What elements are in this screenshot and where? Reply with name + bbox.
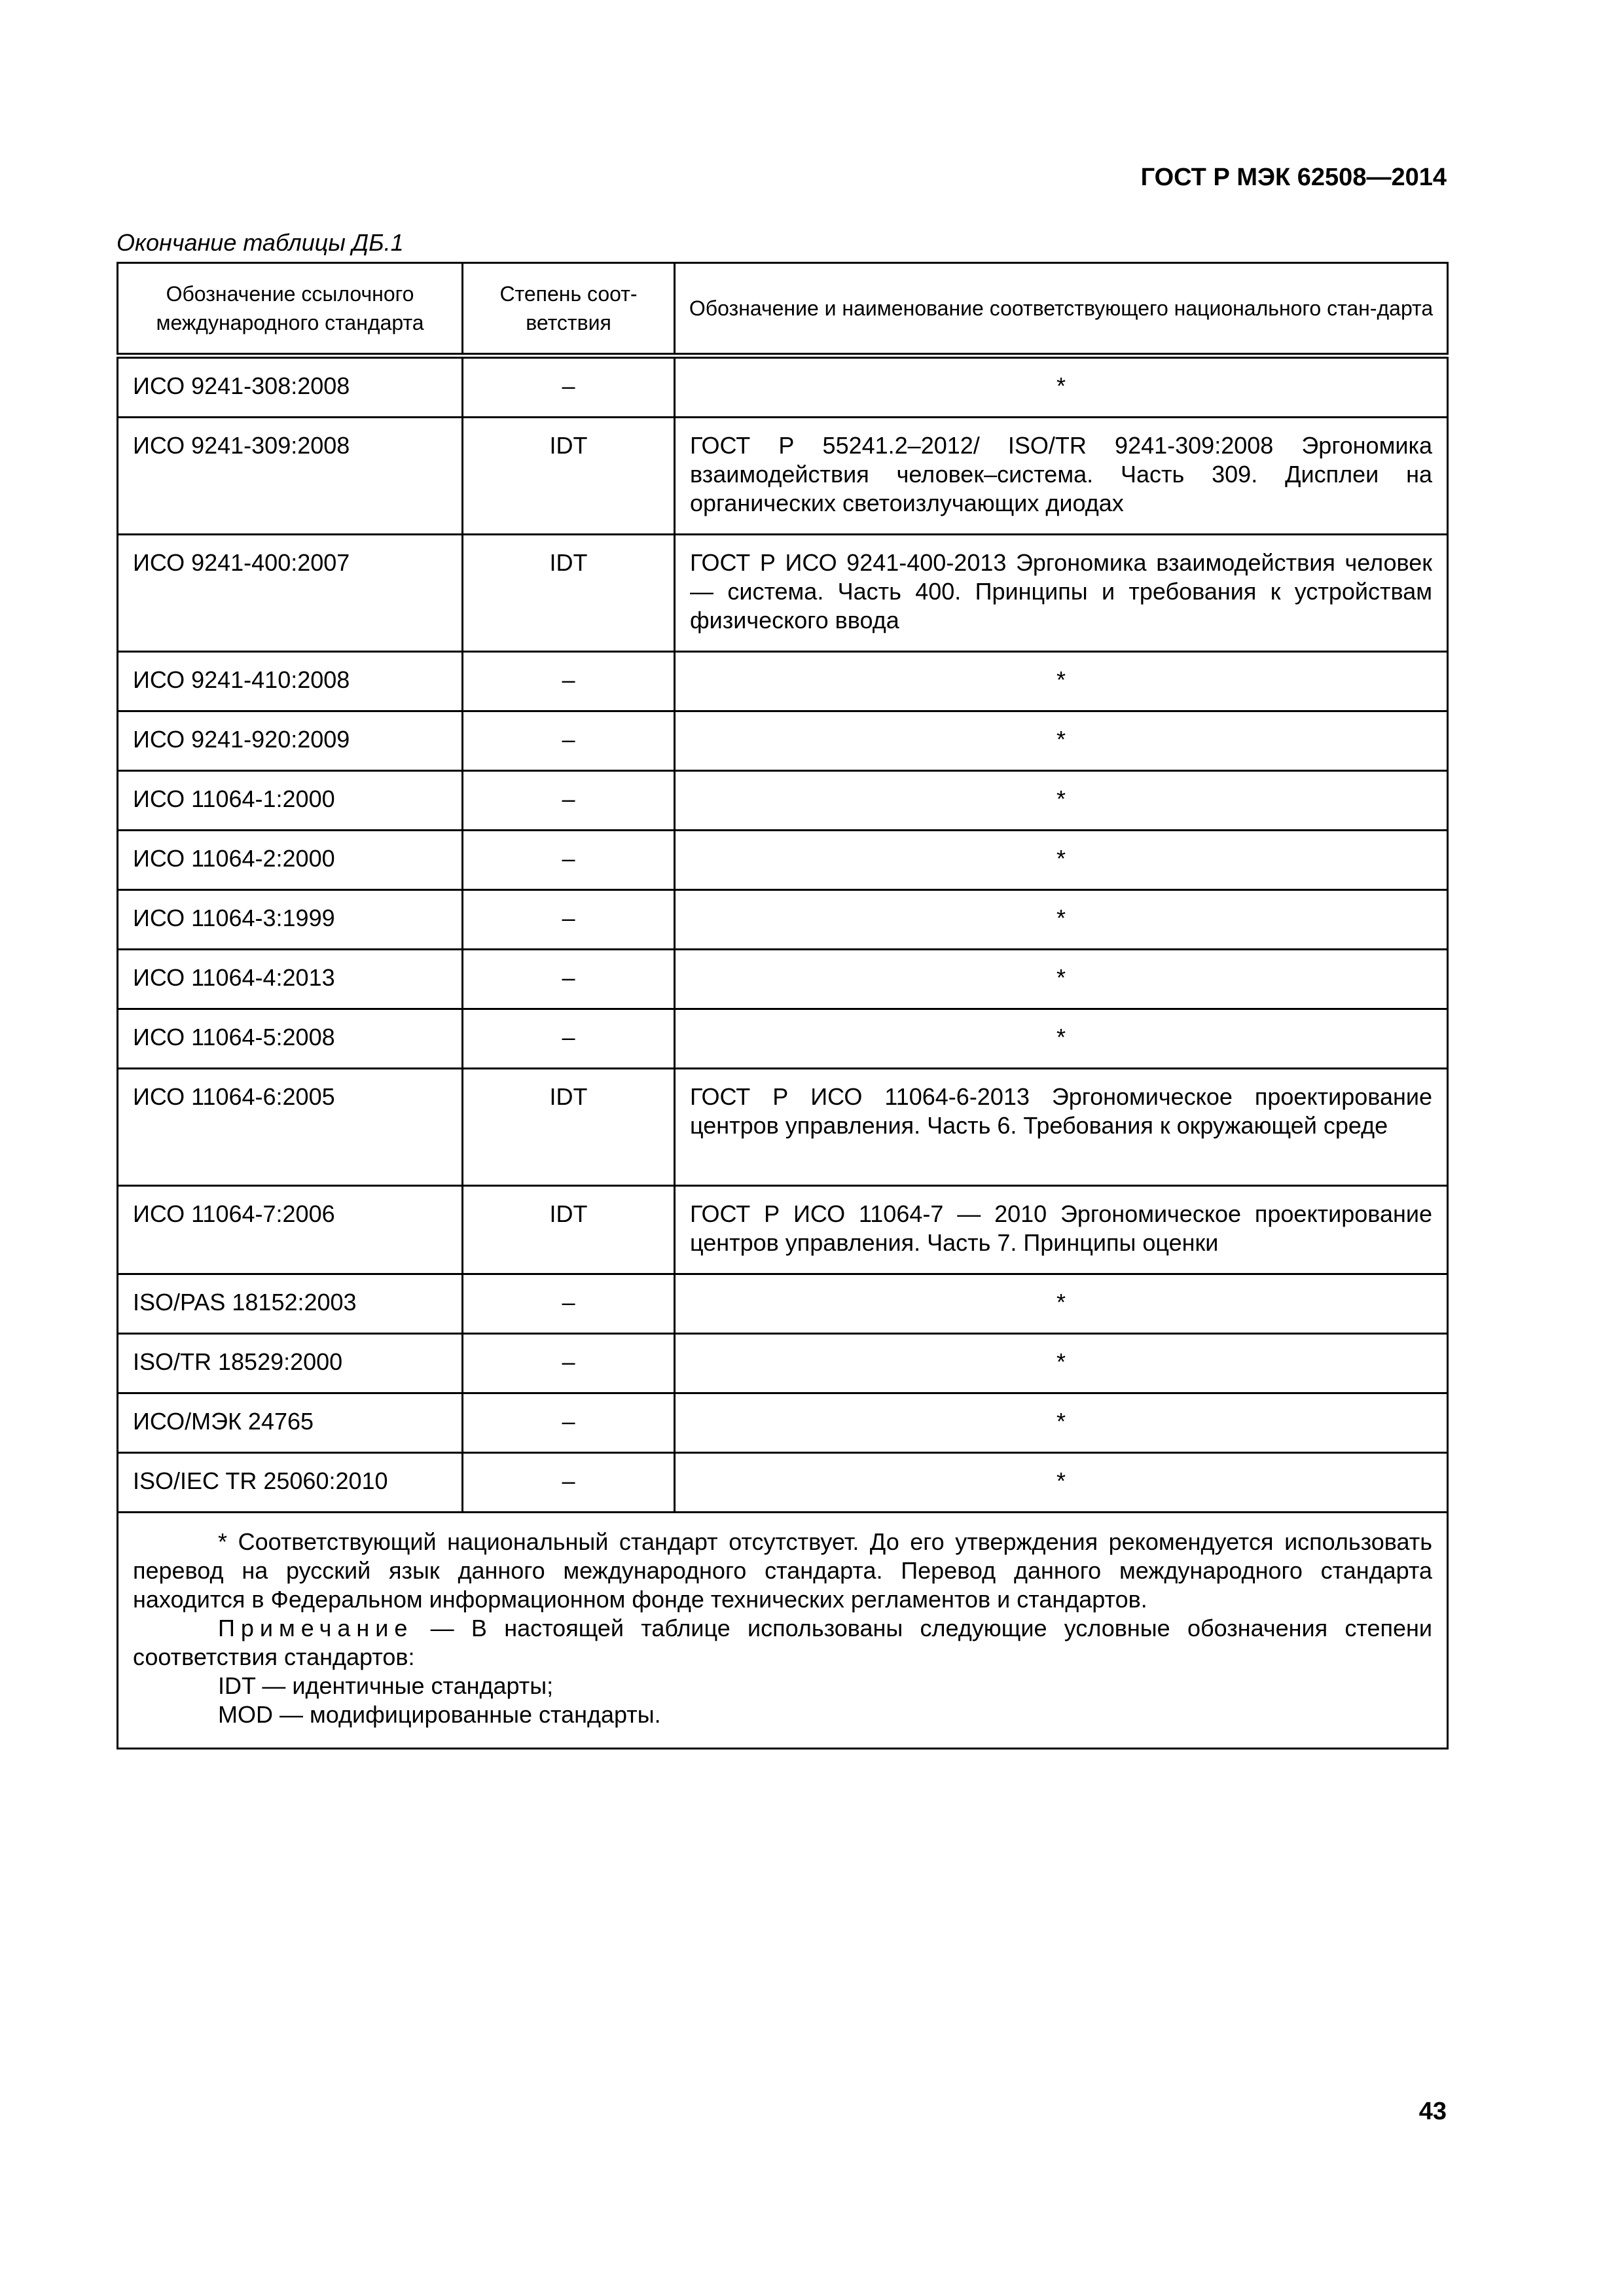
cell-name: * <box>675 356 1448 418</box>
document-code: ГОСТ Р МЭК 62508—2014 <box>1140 164 1447 191</box>
cell-name: * <box>675 831 1448 890</box>
cell-name: * <box>675 1334 1448 1393</box>
cell-name: * <box>675 1274 1448 1334</box>
column-header-code: Обозначение ссылочного международного стандарта <box>118 263 463 356</box>
page-number: 43 <box>1418 2098 1447 2125</box>
table-footer <box>118 1513 1448 1749</box>
cell-degree: – <box>463 356 675 418</box>
cell-degree: IDT <box>463 1069 675 1186</box>
table-row <box>118 950 1448 1009</box>
cell-degree: – <box>463 1393 675 1453</box>
cell-degree: – <box>463 652 675 711</box>
cell-name: * <box>675 652 1448 711</box>
table-row <box>118 418 1448 535</box>
table-row <box>118 1069 1448 1186</box>
cell-name: * <box>675 1453 1448 1513</box>
cell-degree: – <box>463 950 675 1009</box>
cell-code: ИСО 11064-3:1999 <box>118 890 463 950</box>
cell-degree: IDT <box>463 535 675 652</box>
legend-mod: MOD — модифицированные стандарты. <box>218 1701 661 1728</box>
table-row <box>118 1274 1448 1334</box>
cell-degree: – <box>463 890 675 950</box>
table-row <box>118 711 1448 771</box>
table-row <box>118 890 1448 950</box>
cell-code: ISO/PAS 18152:2003 <box>118 1274 463 1334</box>
note-text: — В настоящей таблице использованы следующие условные обозначения степени соответствия стандартов: <box>133 1615 1432 1670</box>
table-row <box>118 771 1448 831</box>
cell-code: ИСО 9241-920:2009 <box>118 711 463 771</box>
column-header-degree: Степень соот-ветствия <box>463 263 675 356</box>
cell-code: ИСО 11064-6:2005 <box>118 1069 463 1186</box>
table-footer-row <box>118 1513 1448 1749</box>
cell-code: ИСО 9241-410:2008 <box>118 652 463 711</box>
cell-name: ГОСТ Р ИСО 9241-400-2013 Эргономика взаимодействия человек — система. Часть 400. Принципы и требования к устройствам физического ввода <box>675 535 1448 652</box>
note <box>133 1614 1432 1672</box>
cell-degree: – <box>463 1274 675 1334</box>
standards-table <box>117 262 1449 1749</box>
legend-idt: IDT — идентичные стандарты; <box>218 1672 554 1699</box>
table-header-row <box>118 263 1448 356</box>
cell-code: ISO/IEC TR 25060:2010 <box>118 1453 463 1513</box>
cell-name: * <box>675 890 1448 950</box>
cell-name: ГОСТ Р ИСО 11064-7 — 2010 Эргономическое проектирование центров управления. Часть 7. Принципы оценки <box>675 1186 1448 1274</box>
cell-code: ISO/TR 18529:2000 <box>118 1334 463 1393</box>
cell-code: ИСО/МЭК 24765 <box>118 1393 463 1453</box>
table-row <box>118 831 1448 890</box>
cell-degree: – <box>463 1453 675 1513</box>
table-caption: Окончание таблицы ДБ.1 <box>117 229 404 256</box>
cell-degree: – <box>463 771 675 831</box>
cell-degree: IDT <box>463 418 675 535</box>
cell-degree: – <box>463 831 675 890</box>
cell-code: ИСО 11064-2:2000 <box>118 831 463 890</box>
cell-name: * <box>675 711 1448 771</box>
cell-code: ИСО 9241-309:2008 <box>118 418 463 535</box>
cell-code: ИСО 11064-1:2000 <box>118 771 463 831</box>
table-row <box>118 1453 1448 1513</box>
table-row <box>118 1009 1448 1069</box>
table-row <box>118 535 1448 652</box>
cell-degree: – <box>463 1009 675 1069</box>
cell-code: ИСО 11064-4:2013 <box>118 950 463 1009</box>
cell-code: ИСО 9241-400:2007 <box>118 535 463 652</box>
table-row <box>118 1186 1448 1274</box>
table-row <box>118 652 1448 711</box>
cell-name: * <box>675 1393 1448 1453</box>
cell-name: * <box>675 771 1448 831</box>
footnote: * Соответствующий национальный стандарт отсутствует. До его утверждения рекомендуется использовать перевод на русский язык данного международного стандарта. Перевод данного международного стандарта находится в Федеральном информационном фонде технических регламентов и стандартов. <box>133 1528 1432 1613</box>
cell-name: * <box>675 1009 1448 1069</box>
cell-name: ГОСТ Р 55241.2–2012/ ISO/TR 9241-309:2008 Эргономика взаимодействия человек–система. Часть 309. Дисплеи на органических светоизлучающих диодах <box>675 418 1448 535</box>
table-row <box>118 1393 1448 1453</box>
cell-code: ИСО 11064-7:2006 <box>118 1186 463 1274</box>
cell-degree: IDT <box>463 1186 675 1274</box>
cell-code: ИСО 9241-308:2008 <box>118 356 463 418</box>
table-row <box>118 1334 1448 1393</box>
note-label: Примечание <box>218 1615 414 1641</box>
cell-degree: – <box>463 711 675 771</box>
cell-code: ИСО 11064-5:2008 <box>118 1009 463 1069</box>
cell-name: * <box>675 950 1448 1009</box>
table-body <box>118 356 1448 1513</box>
cell-degree: – <box>463 1334 675 1393</box>
cell-name: ГОСТ Р ИСО 11064-6-2013 Эргономическое проектирование центров управления. Часть 6. Требования к окружающей среде <box>675 1069 1448 1186</box>
table-row <box>118 356 1448 418</box>
column-header-name: Обозначение и наименование соответствующего национального стан-дарта <box>675 263 1448 356</box>
